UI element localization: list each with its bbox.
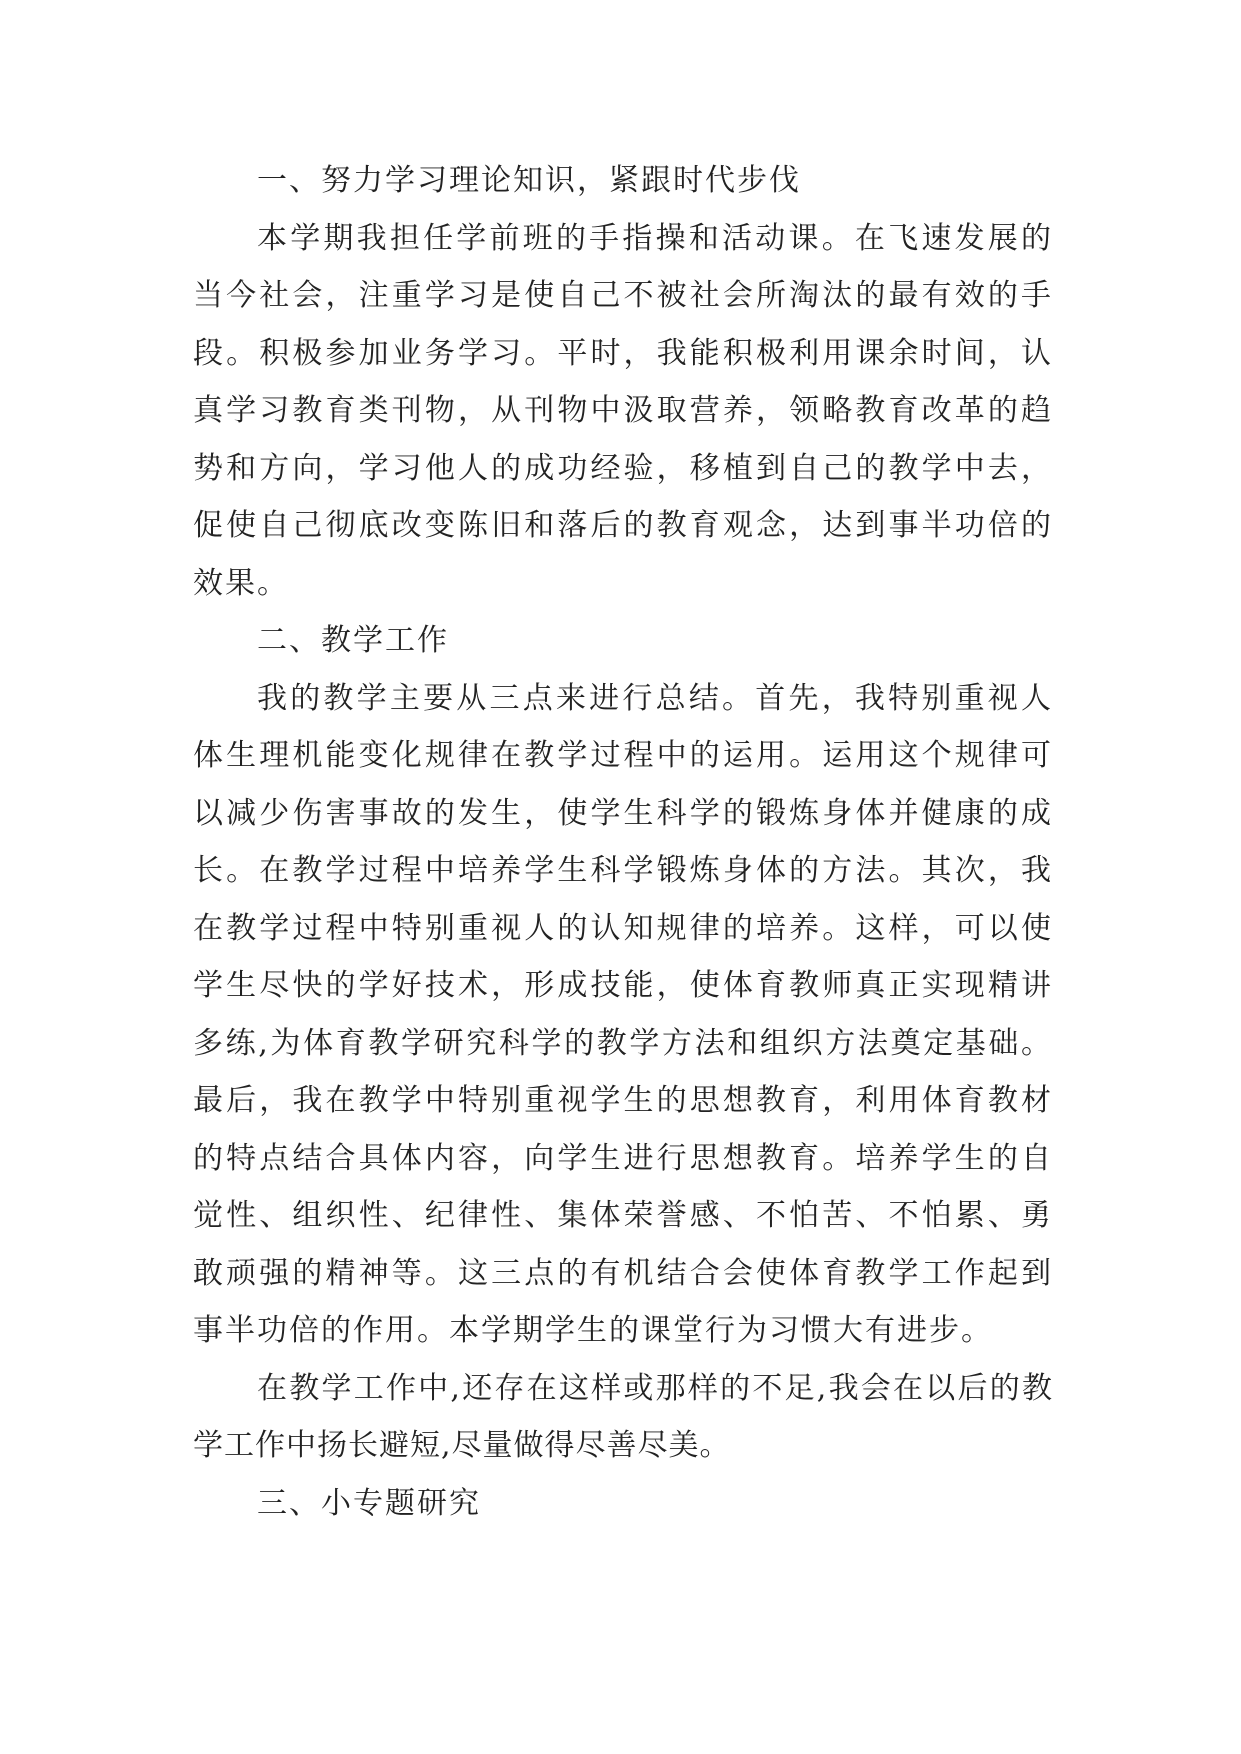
section-heading-3: 三、小专题研究: [257, 1485, 481, 1521]
document-body: [193, 152, 1053, 1532]
section-2-paragraph-2: 在教学工作中,还存在这样或那样的不足,我会在以后的教学工作中扬长避短,尽量做得尽善尽美。: [193, 1370, 1053, 1463]
section-2-paragraph-1: 我的教学主要从三点来进行总结。首先，我特别重视人体生理机能变化规律在教学过程中的运用。运用这个规律可以减少伤害事故的发生，使学生科学的锻炼身体并健康的成长。在教学过程中培养学生科学锻炼身体的方法。其次，我在教学过程中特别重视人的认知规律的培养。这样，可以使学生尽快的学好技术，形成技能，使体育教师真正实现精讲多练,为体育教学研究科学的教学方法和组织方法奠定基础。最后，我在教学中特别重视学生的思想教育，利用体育教材的特点结合具体内容，向学生进行思想教育。培养学生的自觉性、组织性、纪律性、集体荣誉感、不怕苦、不怕累、勇敢顽强的精神等。这三点的有机结合会使体育教学工作起到事半功倍的作用。本学期学生的课堂行为习惯大有进步。: [193, 680, 1053, 1348]
section-heading-1: 一、努力学习理论知识，紧跟时代步伐: [257, 163, 801, 198]
section-1-paragraph-1: 本学期我担任学前班的手指操和活动课。在飞速发展的当今社会，注重学习是使自己不被社会所淘汰的最有效的手段。积极参加业务学习。平时，我能积极利用课余时间，认真学习教育类刊物，从刊物中汲取营养，领略教育改革的趋势和方向，学习他人的成功经验，移植到自己的教学中去，促使自己彻底改变陈旧和落后的教育观念，达到事半功倍的效果。: [193, 220, 1053, 601]
section-heading-2: 二、教学工作: [257, 623, 449, 658]
